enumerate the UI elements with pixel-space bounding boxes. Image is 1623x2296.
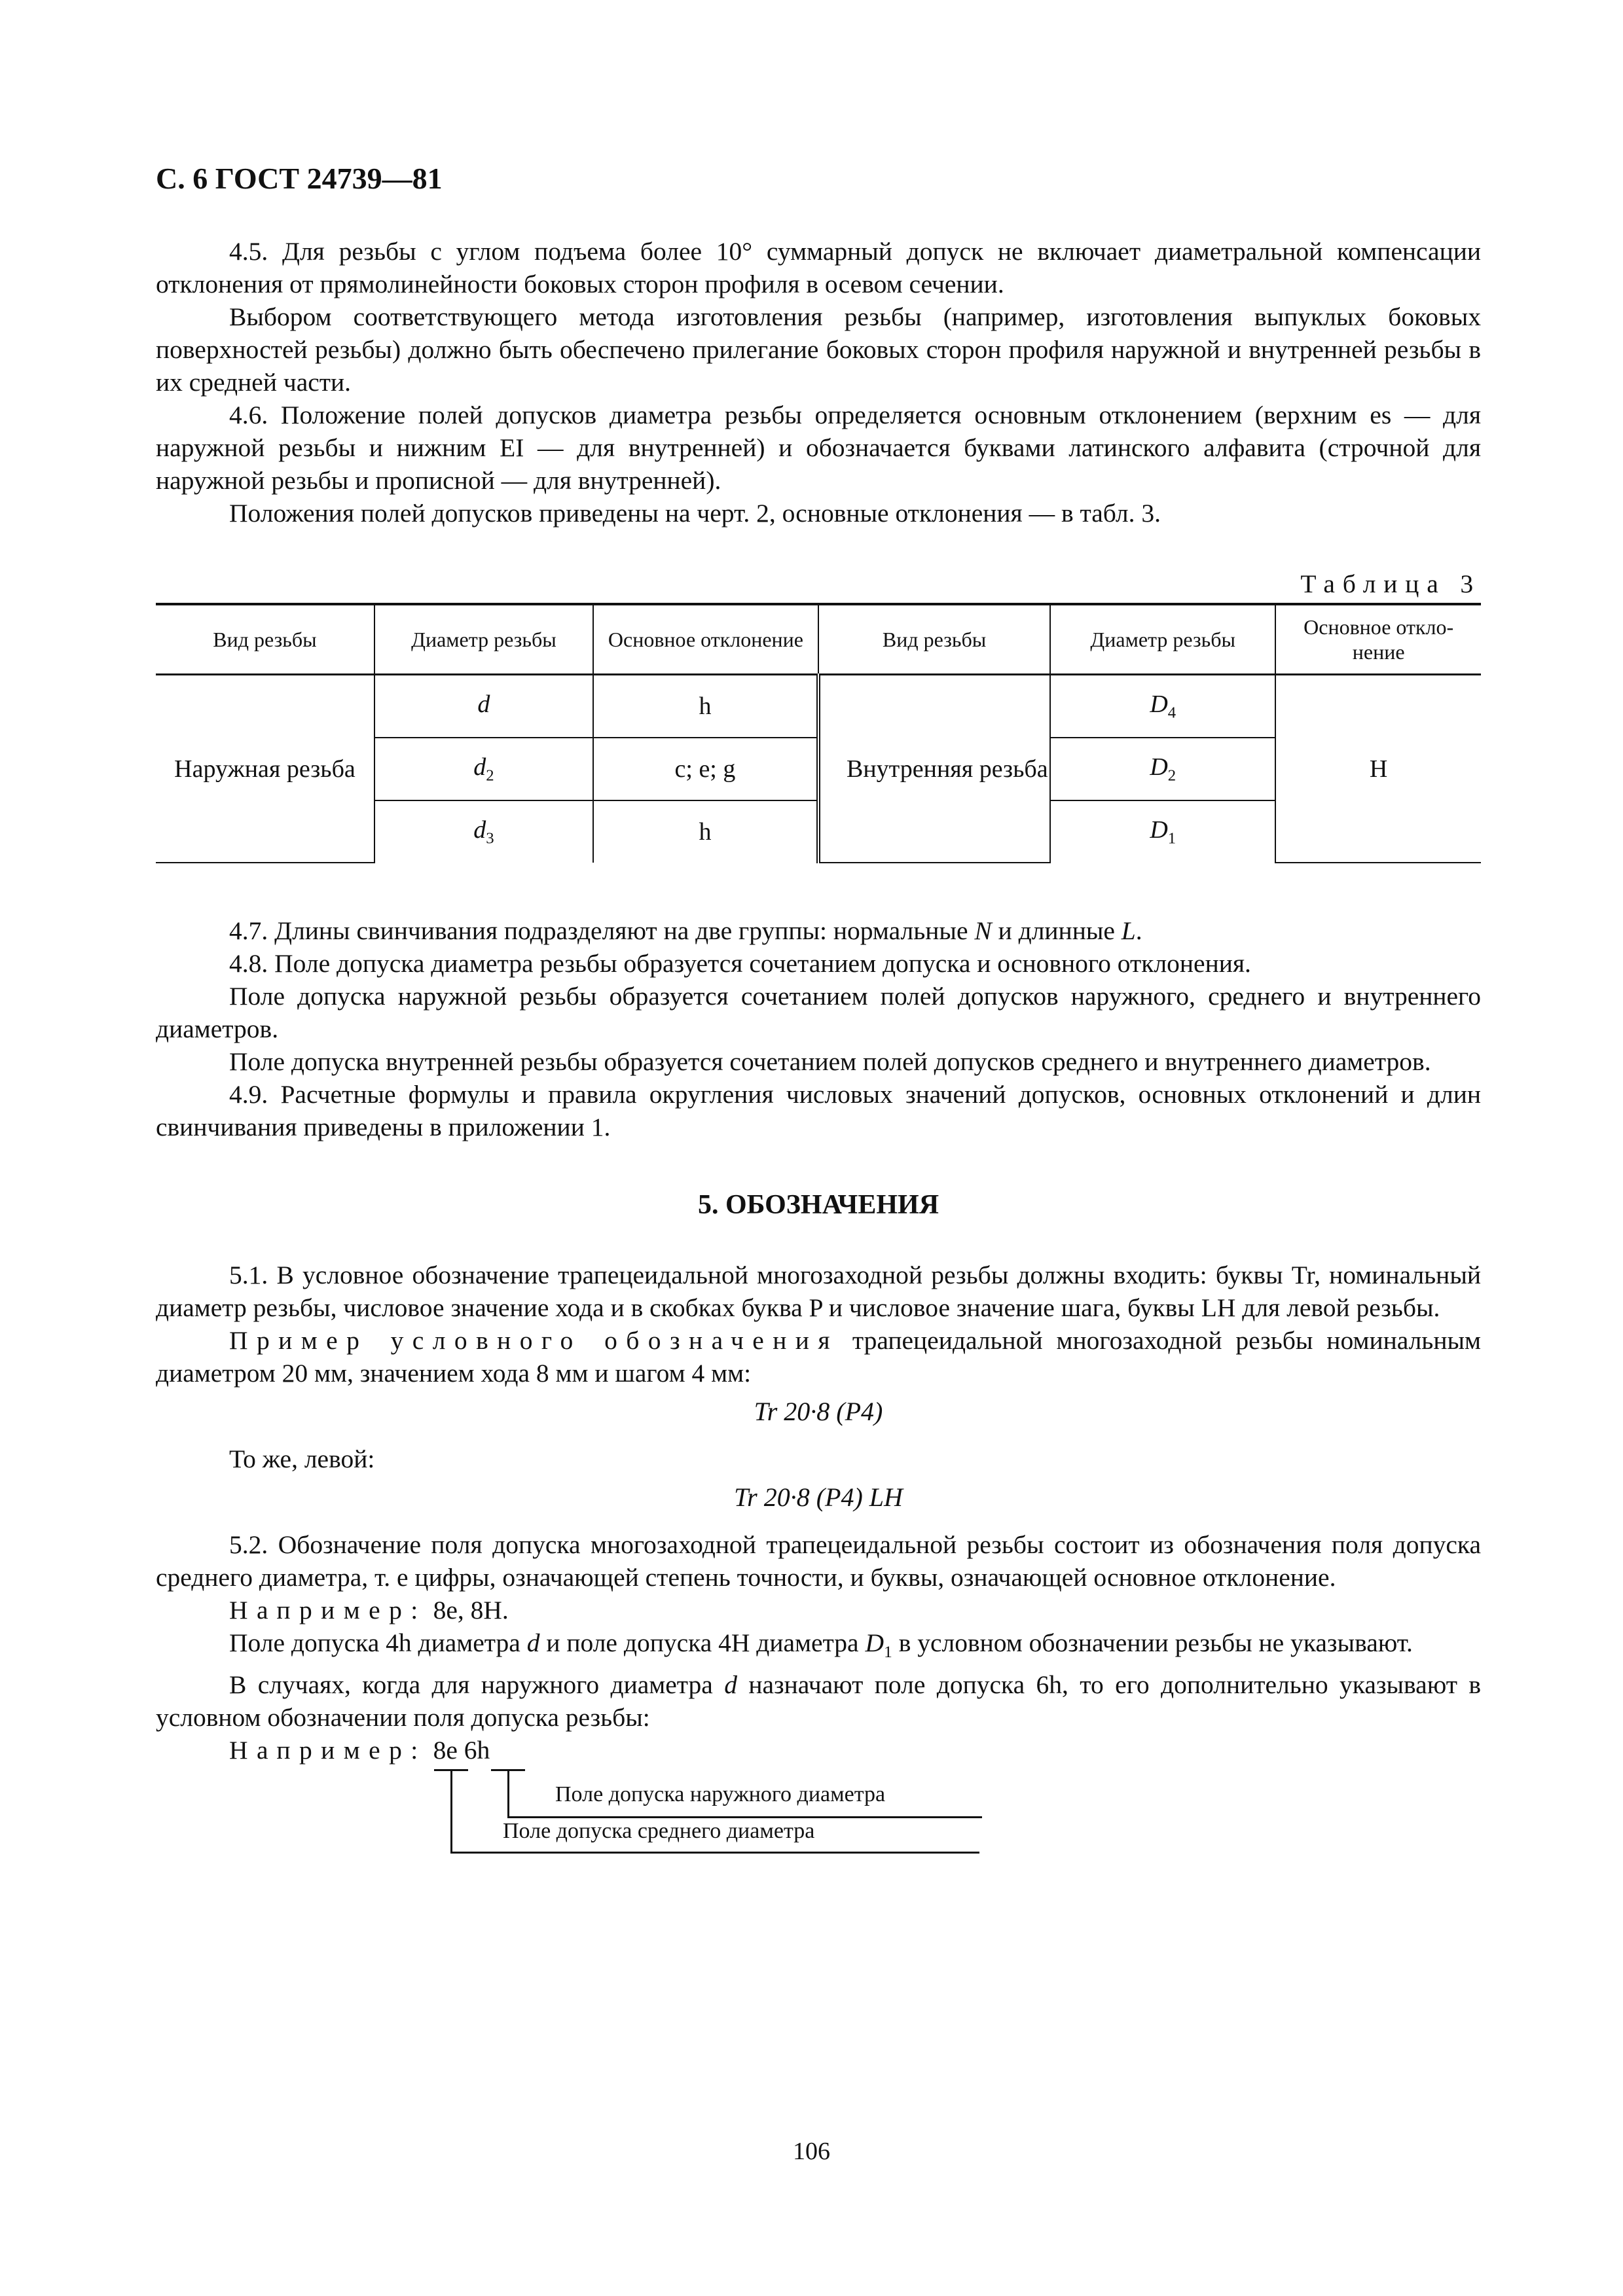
- table-header-cell: Вид резьбы: [818, 604, 1050, 675]
- internal-deviation-cell: H: [1275, 675, 1481, 863]
- paragraph-4-7: 4.7. Длины свинчивания подразделяют на две группы: нормальные N и длинные L.: [229, 916, 1142, 945]
- paragraph-5-2: 5.2. Обозначение поля допуска многозаходной трапецеидальной резьбы состоит из обозначения поля допуска среднего диаметра, т. е цифры, означающей степень точности, и буквы, означающей основное отклонение.: [156, 1530, 1481, 1592]
- paragraph-example: Пример условного обозначения трапецеидальной многозаходной резьбы номинальным диаметром 20 мм, значением хода 8 мм и шагом 4 мм:: [156, 1326, 1481, 1388]
- table-3: [156, 603, 1481, 863]
- paragraph-for-example-2: Например: 8e 6h: [229, 1735, 490, 1765]
- paragraph-6h: В случаях, когда для наружного диаметра d назначают поле допуска 6h, то его дополнительно указывают в условном обозначении поля допуска резьбы:: [156, 1670, 1482, 1732]
- ext-diameter-cell: $d_3$: [374, 800, 593, 863]
- paragraph-4-5-cont: Выбором соответствующего метода изготовления резьбы (например, изготовления выпуклых боковых поверхностей резьбы) должно быть обеспечено прилегание боковых сторон профиля наружной и внутренней резьбы в их средней части.: [156, 302, 1481, 397]
- formula-right-thread: Tr 20·8 (P4): [754, 1397, 883, 1426]
- table-caption: Таблица 3: [1300, 569, 1481, 598]
- paragraph-4-8: 4.8. Поле допуска диаметра резьбы образуется сочетанием допуска и основного отклонения.: [229, 949, 1251, 978]
- diagram-underline-outer: [507, 1816, 982, 1818]
- int-diameter-cell: $D_4$: [1050, 675, 1275, 738]
- table-header-row: [156, 604, 1481, 675]
- section-title: 5. ОБОЗНАЧЕНИЯ: [697, 1190, 939, 1220]
- paragraph-same-left: То же, левой:: [229, 1444, 375, 1473]
- paragraph-4h-4H: Поле допуска 4h диаметра d и поле допуска 4H диаметра $D_1$ в условном обозначении резьбы не указывают.: [229, 1628, 1413, 1661]
- page-number: 106: [793, 2138, 830, 2165]
- ext-deviation-cell: h: [593, 675, 818, 738]
- tolerance-diagram: [156, 1769, 1481, 1867]
- label-outer-diameter: Поле допуска наружного диаметра: [555, 1782, 886, 1806]
- diagram-underline-middle: [450, 1852, 979, 1854]
- ext-deviation-cell: c; e; g: [593, 738, 818, 800]
- page-header: С. 6 ГОСТ 24739—81: [156, 162, 443, 195]
- paragraph-5-1: 5.1. В условное обозначение трапецеидальной многозаходной резьбы должны входить: буквы Tr, номинальный диаметр резьбы, числовое значение хода и в скобках буква P и числовое значение шага, буквы LH для левой резьбы.: [156, 1261, 1481, 1322]
- table-header-cell: Диаметр резьбы: [374, 604, 593, 675]
- paragraph-4-8-internal: Поле допуска внутренней резьбы образуется сочетанием полей допусков среднего и внутреннего диаметров.: [229, 1047, 1431, 1076]
- table-row: [156, 675, 1481, 738]
- int-diameter-cell: $D_2$: [1050, 738, 1275, 800]
- int-diameter-cell: $D_1$: [1050, 800, 1275, 863]
- formula-left-thread: Tr 20·8 (P4) LH: [734, 1482, 903, 1512]
- table-header-cell: Вид резьбы: [156, 604, 374, 675]
- paragraph-4-8-external: Поле допуска наружной резьбы образуется сочетанием полей допусков наружного, среднего и внутреннего диаметров.: [156, 982, 1481, 1043]
- ext-diameter-cell: d: [374, 675, 593, 738]
- paragraph-4-6: 4.6. Положение полей допусков диаметра резьбы определяется основным отклонением (верхним es — для наружной резьбы и нижним EI — для внутренней) и обозначается буквами латинского алфавита (строчной для наружной резьбы и прописной — для внутренней).: [156, 401, 1481, 495]
- paragraph-4-6-cont: Положения полей допусков приведены на черт. 2, основные отклонения — в табл. 3.: [229, 499, 1161, 528]
- table-header-cell: Диаметр резьбы: [1050, 604, 1275, 675]
- paragraph-4-5: 4.5. Для резьбы с углом подъема более 10° суммарный допуск не включает диаметральной компенсации отклонения от прямолинейности боковых сторон профиля в осевом сечении.: [156, 237, 1481, 298]
- table-header-cell: Основное отклонение: [593, 604, 818, 675]
- external-thread-type: Наружная резьба: [156, 675, 374, 863]
- document-page: [156, 161, 1481, 1867]
- diagram-stem-middle: [450, 1769, 452, 1853]
- internal-thread-type: Внутренняя резьба: [818, 675, 1050, 863]
- diagram-stem-outer: [507, 1769, 509, 1818]
- ext-deviation-cell: h: [593, 800, 818, 863]
- table-header-cell: Основное откло-нение: [1275, 604, 1481, 675]
- label-middle-diameter: Поле допуска среднего диаметра: [503, 1818, 815, 1843]
- paragraph-4-9: 4.9. Расчетные формулы и правила округления числовых значений допусков, основных отклонений и длин свинчивания приведены в приложении 1.: [156, 1080, 1481, 1141]
- paragraph-for-example: Например: 8e, 8H.: [229, 1596, 509, 1624]
- ext-diameter-cell: $d_2$: [374, 738, 593, 800]
